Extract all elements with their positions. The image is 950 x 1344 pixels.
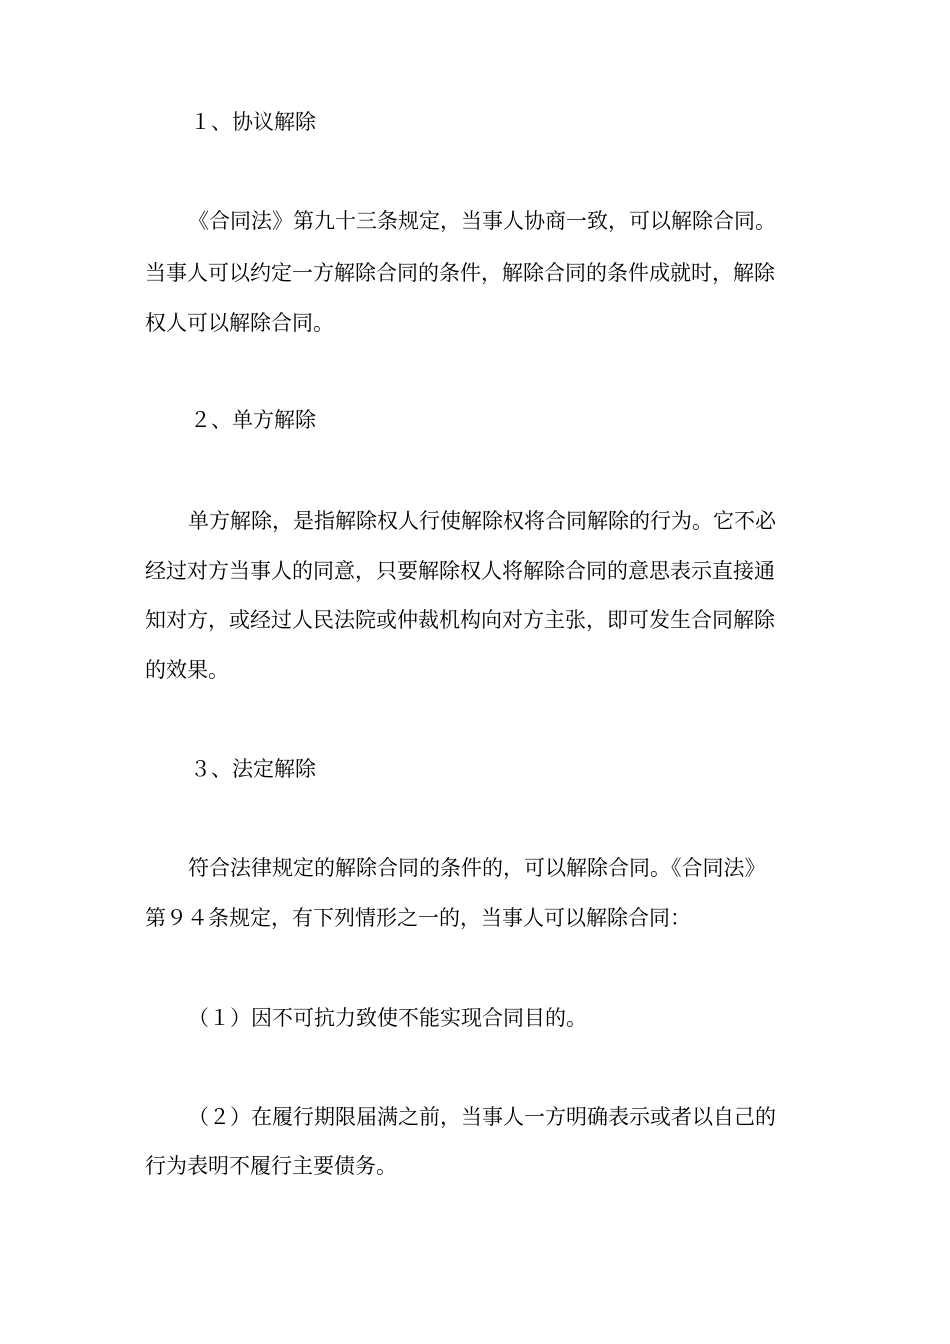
paragraph-line: 当事人可以约定一方解除合同的条件，解除合同的条件成就时，解除	[145, 261, 775, 285]
paragraph-line: 符合法律规定的解除合同的条件的，可以解除合同。《合同法》	[188, 856, 766, 880]
paragraph-line: 《合同法》第九十三条规定，当事人协商一致，可以解除合同。	[188, 209, 776, 233]
section-heading-1: １、协议解除	[190, 110, 316, 134]
list-item-2: （２）在履行期限届满之前，当事人一方明确表示或者以自己的	[188, 1105, 776, 1129]
paragraph-line: 的效果。	[145, 658, 229, 682]
paragraph-line: 第９４条规定，有下列情形之一的，当事人可以解除合同：	[145, 906, 691, 930]
section-heading-2: ２、单方解除	[190, 408, 316, 432]
paragraph-line: 知对方，或经过人民法院或仲裁机构向对方主张，即可发生合同解除	[145, 608, 775, 632]
list-item-1: （１）因不可抗力致使不能实现合同目的。	[188, 1006, 587, 1030]
paragraph-line: 行为表明不履行主要债务。	[145, 1154, 397, 1178]
paragraph-line: 单方解除，是指解除权人行使解除权将合同解除的行为。它不必	[188, 509, 776, 533]
paragraph-line: 经过对方当事人的同意，只要解除权人将解除合同的意思表示直接通	[145, 559, 775, 583]
section-heading-3: ３、法定解除	[190, 757, 316, 781]
paragraph-line: 权人可以解除合同。	[145, 311, 334, 335]
